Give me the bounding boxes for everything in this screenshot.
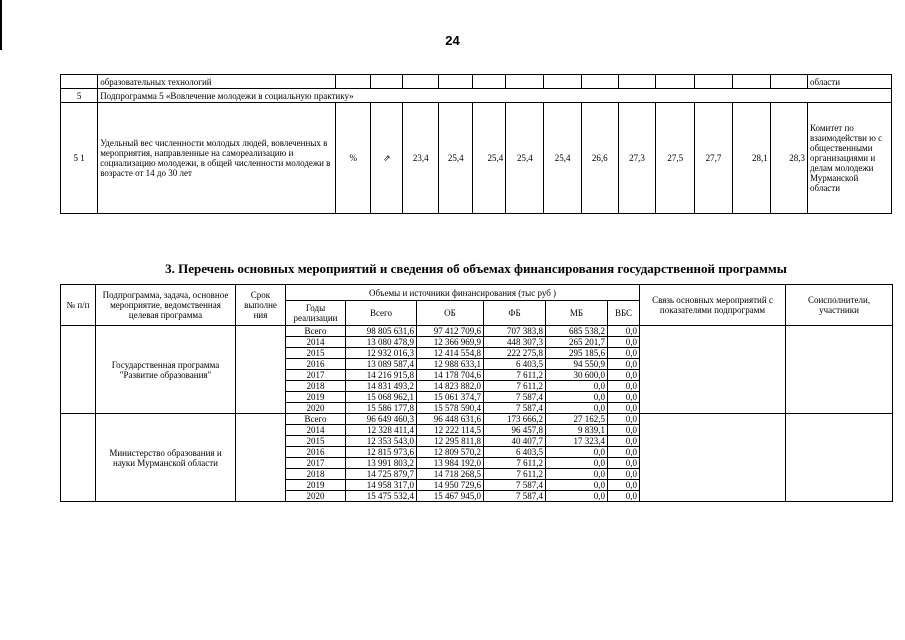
total-cell: 12 815 973,6 (346, 447, 417, 458)
mb-cell: 17 323,4 (546, 436, 608, 447)
total-cell: 96 649 460,3 (346, 414, 417, 425)
ob-cell: 14 950 729,6 (417, 480, 484, 491)
subprogram-title: Подпрограмма 5 «Вовлечение молодежи в социальную практику» (98, 89, 892, 103)
year-cell: 2019 (286, 392, 346, 403)
vbs-cell: 0,0 (608, 469, 640, 480)
year-cell: 2018 (286, 381, 346, 392)
fb-cell: 7 611,2 (484, 469, 546, 480)
vbs-cell: 0,0 (608, 359, 640, 370)
year-cell: 2015 (286, 436, 346, 447)
vbs-cell: 0,0 (608, 425, 640, 436)
ob-cell: 12 295 811,8 (417, 436, 484, 447)
fb-cell: 6 403,5 (484, 359, 546, 370)
indicators-table (60, 74, 892, 214)
year-cell: 2014 (286, 337, 346, 348)
group-term (236, 326, 286, 414)
value-cell: 26,6 (581, 103, 618, 214)
total-cell: 13 080 478,9 (346, 337, 417, 348)
coexec-cell (786, 326, 893, 414)
mb-cell: 0,0 (546, 447, 608, 458)
value-cell: 28,3 (770, 103, 807, 214)
header-program: Подпрограмма, задача, основное мероприятие, ведомственная целевая программа (96, 285, 236, 326)
mb-cell: 0,0 (546, 403, 608, 414)
year-cell: Всего (286, 414, 346, 425)
total-cell: 14 831 493,2 (346, 381, 417, 392)
ob-cell: 13 984 192,0 (417, 458, 484, 469)
page-number: 24 (445, 33, 460, 48)
year-cell: 2017 (286, 458, 346, 469)
mb-cell: 0,0 (546, 491, 608, 502)
fb-cell: 707 383,8 (484, 326, 546, 337)
mb-cell: 685 538,2 (546, 326, 608, 337)
vbs-cell: 0,0 (608, 414, 640, 425)
link-cell (640, 326, 786, 414)
table-row (61, 326, 893, 337)
funding-table (60, 284, 893, 502)
ob-cell: 15 061 374,7 (417, 392, 484, 403)
ob-cell: 12 988 633,1 (417, 359, 484, 370)
fb-cell: 96 457,8 (484, 425, 546, 436)
subprogram-row (61, 89, 892, 103)
total-cell: 98 805 631,6 (346, 326, 417, 337)
header-funding: Объемы и источники финансирования (тыс руб ) (286, 285, 640, 301)
ob-cell: 15 578 590,4 (417, 403, 484, 414)
year-cell: 2018 (286, 469, 346, 480)
indicator-row (61, 103, 892, 214)
total-cell: 15 068 962,1 (346, 392, 417, 403)
mb-cell: 0,0 (546, 392, 608, 403)
header-years: Годы реализации (286, 301, 346, 326)
vbs-cell: 0,0 (608, 392, 640, 403)
vbs-cell: 0,0 (608, 458, 640, 469)
year-cell: 2015 (286, 348, 346, 359)
group-number (61, 326, 96, 414)
year-cell: 2020 (286, 491, 346, 502)
total-cell: 14 958 317,0 (346, 480, 417, 491)
indicator-label: образовательных технологий (98, 75, 336, 89)
header-mb: МБ (546, 301, 608, 326)
value-cell: 25,4 (544, 103, 581, 214)
total-cell: 13 991 803,2 (346, 458, 417, 469)
fb-cell: 7 587,4 (484, 480, 546, 491)
year-cell: 2017 (286, 370, 346, 381)
vbs-cell: 0,0 (608, 337, 640, 348)
header-fb: ФБ (484, 301, 546, 326)
value-cell: 25,4 (506, 103, 544, 214)
value-cell: 23,4 (403, 103, 439, 214)
row-number: 5 1 (61, 103, 98, 214)
value-cell: 27,3 (618, 103, 655, 214)
row-number: 5 (61, 89, 98, 103)
group-term (236, 414, 286, 502)
coexecutor-cell: области (807, 75, 891, 89)
mb-cell: 0,0 (546, 458, 608, 469)
year-cell: 2019 (286, 480, 346, 491)
total-cell: 12 353 543,0 (346, 436, 417, 447)
fb-cell: 222 275,8 (484, 348, 546, 359)
header-term: Срок выполне ния (236, 285, 286, 326)
mb-cell: 0,0 (546, 381, 608, 392)
fb-cell: 7 611,2 (484, 370, 546, 381)
coexecutor-cell: Комитет по взаимодействи ю с общественными организациями и делам молодежи Мурманской области (807, 103, 891, 214)
fb-cell: 7 587,4 (484, 403, 546, 414)
fb-cell: 7 587,4 (484, 491, 546, 502)
total-cell: 15 586 177,8 (346, 403, 417, 414)
ob-cell: 12 414 554,8 (417, 348, 484, 359)
vbs-cell: 0,0 (608, 348, 640, 359)
fb-cell: 7 611,2 (484, 458, 546, 469)
ob-cell: 14 718 268,5 (417, 469, 484, 480)
value-cell: 25,4 (439, 103, 473, 214)
value-cell: 27,5 (656, 103, 695, 214)
mb-cell: 265 201,7 (546, 337, 608, 348)
header-ob: ОБ (417, 301, 484, 326)
header-link: Связь основных мероприятий с показателями подпрограмм (640, 285, 786, 326)
vbs-cell: 0,0 (608, 381, 640, 392)
ob-cell: 97 412 709,6 (417, 326, 484, 337)
ob-cell: 96 448 631,6 (417, 414, 484, 425)
fb-cell: 173 666,2 (484, 414, 546, 425)
fb-cell: 6 403,5 (484, 447, 546, 458)
up-right-arrow-icon: ⇗ (382, 153, 391, 163)
ob-cell: 12 366 969,9 (417, 337, 484, 348)
mb-cell: 295 185,6 (546, 348, 608, 359)
year-cell: Всего (286, 326, 346, 337)
link-cell (640, 414, 786, 502)
funding-table-body (61, 326, 893, 502)
total-cell: 15 475 532,4 (346, 491, 417, 502)
year-cell: 2016 (286, 447, 346, 458)
section-title: 3. Перечень основных мероприятий и сведения об объемах финансирования государственной программы (165, 261, 787, 276)
group-number (61, 414, 96, 502)
ob-cell: 14 178 704,6 (417, 370, 484, 381)
vbs-cell: 0,0 (608, 326, 640, 337)
mb-cell: 0,0 (546, 469, 608, 480)
vbs-cell: 0,0 (608, 436, 640, 447)
year-cell: 2016 (286, 359, 346, 370)
group-label: Государственная программа "Развитие образования" (96, 326, 236, 414)
mb-cell: 9 839,1 (546, 425, 608, 436)
mb-cell: 30 600,0 (546, 370, 608, 381)
ob-cell: 14 823 882,0 (417, 381, 484, 392)
total-cell: 14 725 879,7 (346, 469, 417, 480)
vbs-cell: 0,0 (608, 447, 640, 458)
vbs-cell: 0,0 (608, 480, 640, 491)
header-num: № п/п (61, 285, 96, 326)
vbs-cell: 0,0 (608, 491, 640, 502)
value-cell: 27,7 (695, 103, 732, 214)
total-cell: 13 089 587,4 (346, 359, 417, 370)
coexec-cell (786, 414, 893, 502)
ob-cell: 12 809 570,2 (417, 447, 484, 458)
table-row (61, 414, 893, 425)
fb-cell: 40 407,7 (484, 436, 546, 447)
mb-cell: 27 162,5 (546, 414, 608, 425)
ob-cell: 12 222 114,5 (417, 425, 484, 436)
mb-cell: 94 550,9 (546, 359, 608, 370)
ob-cell: 15 467 945,0 (417, 491, 484, 502)
indicator-label: Удельный вес численности молодых людей, вовлеченных в мероприятия, направленные на самореализацию и социализацию молодежи, в общей численности молодежи в возрасте от 14 до 30 лет (98, 103, 336, 214)
fb-cell: 7 587,4 (484, 392, 546, 403)
header-row (61, 285, 893, 301)
value-cell: 25,4 (473, 103, 506, 214)
vbs-cell: 0,0 (608, 403, 640, 414)
year-cell: 2014 (286, 425, 346, 436)
header-vbs: ВБС (608, 301, 640, 326)
fb-cell: 7 611,2 (484, 381, 546, 392)
total-cell: 14 216 915,8 (346, 370, 417, 381)
table-row (61, 75, 892, 89)
value-cell: 28,1 (732, 103, 770, 214)
year-cell: 2020 (286, 403, 346, 414)
vbs-cell: 0,0 (608, 370, 640, 381)
fb-cell: 448 307,3 (484, 337, 546, 348)
unit-cell: % (336, 103, 371, 214)
total-cell: 12 328 411,4 (346, 425, 417, 436)
header-coexec: Соисполнители, участники (786, 285, 893, 326)
group-label: Министерство образования и науки Мурманской области (96, 414, 236, 502)
mb-cell: 0,0 (546, 480, 608, 491)
header-total: Всего (346, 301, 417, 326)
total-cell: 12 932 016,3 (346, 348, 417, 359)
